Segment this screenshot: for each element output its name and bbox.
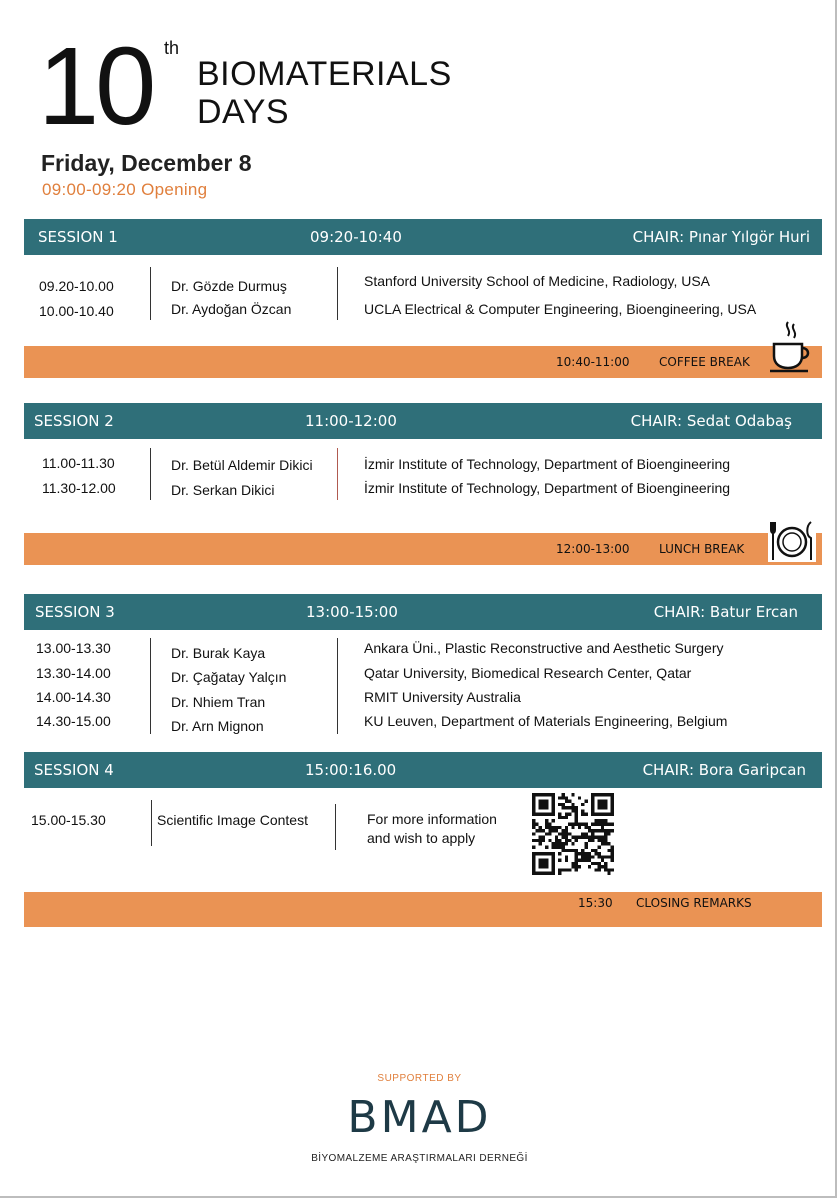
session-chair: CHAIR: Pınar Yılgör Huri <box>632 228 810 246</box>
session-4-header <box>24 752 822 788</box>
apply-info-line1: For more information <box>367 811 497 827</box>
session-name: SESSION 1 <box>38 228 118 246</box>
session-name: SESSION 2 <box>34 412 114 430</box>
talk-affiliation: İzmir Institute of Technology, Department of Bioengineering <box>364 456 731 472</box>
closing-remarks-bar <box>24 892 822 927</box>
session-name: SESSION 4 <box>34 761 114 779</box>
session-time: 13:00-15:00 <box>306 603 398 621</box>
edition-number: 10 <box>38 25 153 148</box>
session-chair: CHAIR: Batur Ercan <box>653 603 798 621</box>
session-3-header <box>24 594 822 630</box>
session-2-header <box>24 403 822 439</box>
talk-time: 15.00-15.30 <box>31 812 106 828</box>
edition-suffix: th <box>164 38 180 58</box>
talk-speaker: Dr. Gözde Durmuş <box>171 278 287 294</box>
session-chair: CHAIR: Bora Garipcan <box>642 761 806 779</box>
plate-cutlery-icon <box>768 520 816 562</box>
talk-affiliation: Qatar University, Biomedical Research Center, Qatar <box>364 665 692 681</box>
break-time: 12:00-13:00 <box>556 542 630 556</box>
column-divider <box>337 638 338 734</box>
talk-time: 14.30-15.00 <box>36 713 111 729</box>
talk-affiliation: Ankara Üni., Plastic Reconstructive and Aesthetic Surgery <box>364 640 724 656</box>
talk-speaker: Dr. Serkan Dikici <box>171 482 275 498</box>
event-title <box>197 55 452 131</box>
break-time: 10:40-11:00 <box>556 355 630 369</box>
column-divider <box>335 804 336 850</box>
talk-affiliation: KU Leuven, Department of Materials Engineering, Belgium <box>364 713 728 729</box>
break-label: LUNCH BREAK <box>659 542 745 556</box>
coffee-break-bar <box>24 346 822 378</box>
talk-affiliation: Stanford University School of Medicine, Radiology, USA <box>364 273 711 289</box>
column-divider <box>337 267 338 320</box>
talk-time: 11.30-12.00 <box>42 480 116 496</box>
contest-title: Scientific Image Contest <box>157 812 308 828</box>
column-divider <box>150 448 151 500</box>
talk-speaker: Dr. Nhiem Tran <box>171 694 266 710</box>
talk-affiliation: RMIT University Australia <box>364 689 521 705</box>
break-label: COFFEE BREAK <box>659 355 750 369</box>
session-time: 11:00-12:00 <box>305 412 397 430</box>
lunch-break-bar <box>24 533 822 565</box>
break-label: CLOSING REMARKS <box>636 896 752 910</box>
talk-time: 13.00-13.30 <box>36 640 111 656</box>
event-title-line1: BIOMATERIALS <box>197 55 452 93</box>
talk-speaker: Dr. Burak Kaya <box>171 645 266 661</box>
talk-affiliation: UCLA Electrical & Computer Engineering, Bioengineering, USA <box>364 301 757 317</box>
session-1-header <box>24 219 822 255</box>
talk-time: 13.30-14.00 <box>36 665 111 681</box>
association-name: BİYOMALZEME ARAŞTIRMALARI DERNEĞİ <box>311 1153 528 1164</box>
column-divider <box>151 800 152 846</box>
session-name: SESSION 3 <box>35 603 115 621</box>
talk-speaker: Dr. Çağatay Yalçın <box>171 669 287 685</box>
opening-time: 09:00-09:20 Opening <box>42 180 208 199</box>
talk-speaker: Dr. Betül Aldemir Dikici <box>171 457 313 473</box>
column-divider <box>337 448 338 500</box>
talk-time: 14.00-14.30 <box>36 689 111 705</box>
column-divider <box>150 267 151 320</box>
session-time: 09:20-10:40 <box>310 228 402 246</box>
break-time: 15:30 <box>578 896 613 910</box>
qr-code[interactable] <box>532 793 614 875</box>
supported-by-label: SUPPORTED BY <box>377 1073 462 1084</box>
talk-time: 11.00-11.30 <box>42 455 115 471</box>
talk-speaker: Dr. Arn Mignon <box>171 718 264 734</box>
session-chair: CHAIR: Sedat Odabaş <box>630 412 792 430</box>
talk-speaker: Dr. Aydoğan Özcan <box>171 301 292 317</box>
talk-time: 10.00-10.40 <box>39 303 114 319</box>
session-time: 15:00:16.00 <box>305 761 397 779</box>
coffee-cup-icon <box>768 318 814 378</box>
apply-info-line2: and wish to apply <box>367 830 476 846</box>
bmad-logo: BMAD <box>347 1092 492 1143</box>
column-divider <box>150 638 151 734</box>
event-title-line2: DAYS <box>197 93 290 131</box>
talk-time: 09.20-10.00 <box>39 278 114 294</box>
talk-affiliation: İzmir Institute of Technology, Department of Bioengineering <box>364 480 731 496</box>
event-date: Friday, December 8 <box>41 150 252 176</box>
